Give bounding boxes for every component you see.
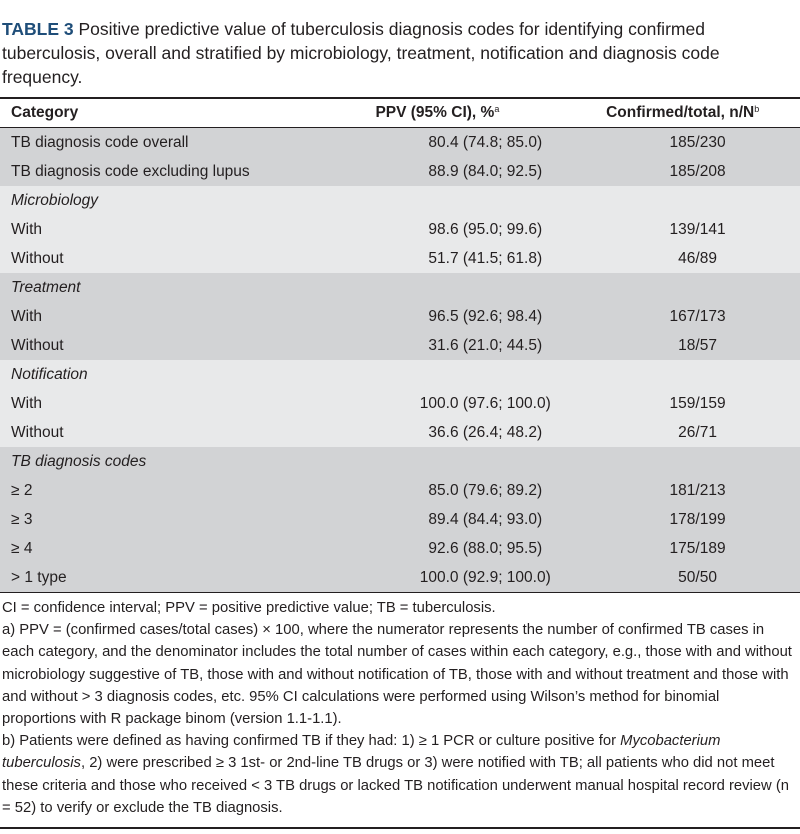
table-row [0, 157, 800, 186]
section-heading: Microbiology [0, 186, 375, 215]
category-cell: Without [0, 331, 375, 360]
table-row [0, 418, 800, 447]
confirmed-cell [595, 273, 800, 302]
ppv-cell: 89.4 (84.4; 93.0) [375, 505, 595, 534]
header-category: Category [0, 99, 375, 128]
category-cell: ≥ 3 [0, 505, 375, 534]
footnotes [0, 593, 796, 819]
confirmed-cell: 26/71 [595, 418, 800, 447]
table-row [0, 534, 800, 563]
ppv-cell [375, 360, 595, 389]
ppv-cell: 92.6 (88.0; 95.5) [375, 534, 595, 563]
confirmed-cell: 178/199 [595, 505, 800, 534]
category-cell: TB diagnosis code excluding lupus [0, 157, 375, 186]
table-title: Positive predictive value of tuberculosis diagnosis codes for identifying confirmed tuberculosis, overall and stratified by microbiology, treatment, notification and diagnosis code frequency. [2, 19, 720, 87]
confirmed-cell [595, 186, 800, 215]
ppv-table [0, 99, 800, 592]
confirmed-cell [595, 447, 800, 476]
confirmed-cell: 159/159 [595, 389, 800, 418]
table-caption [0, 0, 792, 89]
confirmed-cell: 185/230 [595, 128, 800, 158]
category-cell: Without [0, 244, 375, 273]
table-row [0, 273, 800, 302]
section-heading: TB diagnosis codes [0, 447, 375, 476]
ppv-cell: 51.7 (41.5; 61.8) [375, 244, 595, 273]
category-cell: > 1 type [0, 563, 375, 592]
ppv-cell [375, 186, 595, 215]
category-cell: Without [0, 418, 375, 447]
table-row [0, 360, 800, 389]
ppv-cell: 98.6 (95.0; 99.6) [375, 215, 595, 244]
ppv-cell: 85.0 (79.6; 89.2) [375, 476, 595, 505]
category-cell: TB diagnosis code overall [0, 128, 375, 158]
confirmed-cell: 18/57 [595, 331, 800, 360]
category-cell: With [0, 215, 375, 244]
table-row [0, 447, 800, 476]
footnote-b: b) Patients were defined as having confirmed TB if they had: 1) ≥ 1 PCR or culture positive for Mycobacterium tuberculosis, 2) were prescribed ≥ 3 1st- or 2nd-line TB drugs or 3) were notified with TB; all patients who did not meet these criteria and those who received < 3 TB drugs or lacked TB notification underwent manual hospital record review (n = 52) to verify or exclude the TB diagnosis. [2, 733, 789, 816]
table-row [0, 331, 800, 360]
footnote-abbreviations: CI = confidence interval; PPV = positive predictive value; TB = tuberculosis. [2, 600, 496, 616]
section-heading: Notification [0, 360, 375, 389]
section-heading: Treatment [0, 273, 375, 302]
table-row [0, 476, 800, 505]
confirmed-cell: 181/213 [595, 476, 800, 505]
end-rule [0, 827, 800, 829]
table-row [0, 186, 800, 215]
confirmed-cell: 50/50 [595, 563, 800, 592]
header-row [0, 99, 800, 128]
confirmed-cell [595, 360, 800, 389]
ppv-cell: 31.6 (21.0; 44.5) [375, 331, 595, 360]
confirmed-cell: 175/189 [595, 534, 800, 563]
category-cell: With [0, 302, 375, 331]
table-row [0, 128, 800, 158]
footnote-a: a) PPV = (confirmed cases/total cases) × 100, where the numerator represents the number of confirmed TB cases in each category, and the denominator includes the total number of cases within each category, e.g., those with and without microbiology suggestive of TB, those with and without notification of TB, those with and without treatment and those with and without > 3 diagnosis codes, etc. 95% CI calculations were performed using Wilson’s method for binomial proportions with R package binom (version 1.1-1.1). [2, 622, 792, 728]
table-row [0, 302, 800, 331]
confirmed-cell: 185/208 [595, 157, 800, 186]
table-row [0, 505, 800, 534]
ppv-cell: 88.9 (84.0; 92.5) [375, 157, 595, 186]
header-confirmed: Confirmed/total, $n/N^b$ [595, 99, 800, 128]
category-cell: ≥ 2 [0, 476, 375, 505]
table-row [0, 389, 800, 418]
ppv-cell [375, 447, 595, 476]
ppv-cell: 100.0 (92.9; 100.0) [375, 563, 595, 592]
table-body [0, 128, 800, 593]
header-ppv: PPV (95% CI), %$^a$ [375, 99, 595, 128]
confirmed-cell: 46/89 [595, 244, 800, 273]
ppv-cell: 36.6 (26.4; 48.2) [375, 418, 595, 447]
category-cell: ≥ 4 [0, 534, 375, 563]
category-cell: With [0, 389, 375, 418]
ppv-cell: 80.4 (74.8; 85.0) [375, 128, 595, 158]
table-row [0, 244, 800, 273]
table-row [0, 215, 800, 244]
table-row [0, 563, 800, 592]
ppv-cell [375, 273, 595, 302]
confirmed-cell: 139/141 [595, 215, 800, 244]
ppv-cell: 100.0 (97.6; 100.0) [375, 389, 595, 418]
table-label: TABLE 3 [2, 19, 74, 39]
ppv-cell: 96.5 (92.6; 98.4) [375, 302, 595, 331]
confirmed-cell: 167/173 [595, 302, 800, 331]
